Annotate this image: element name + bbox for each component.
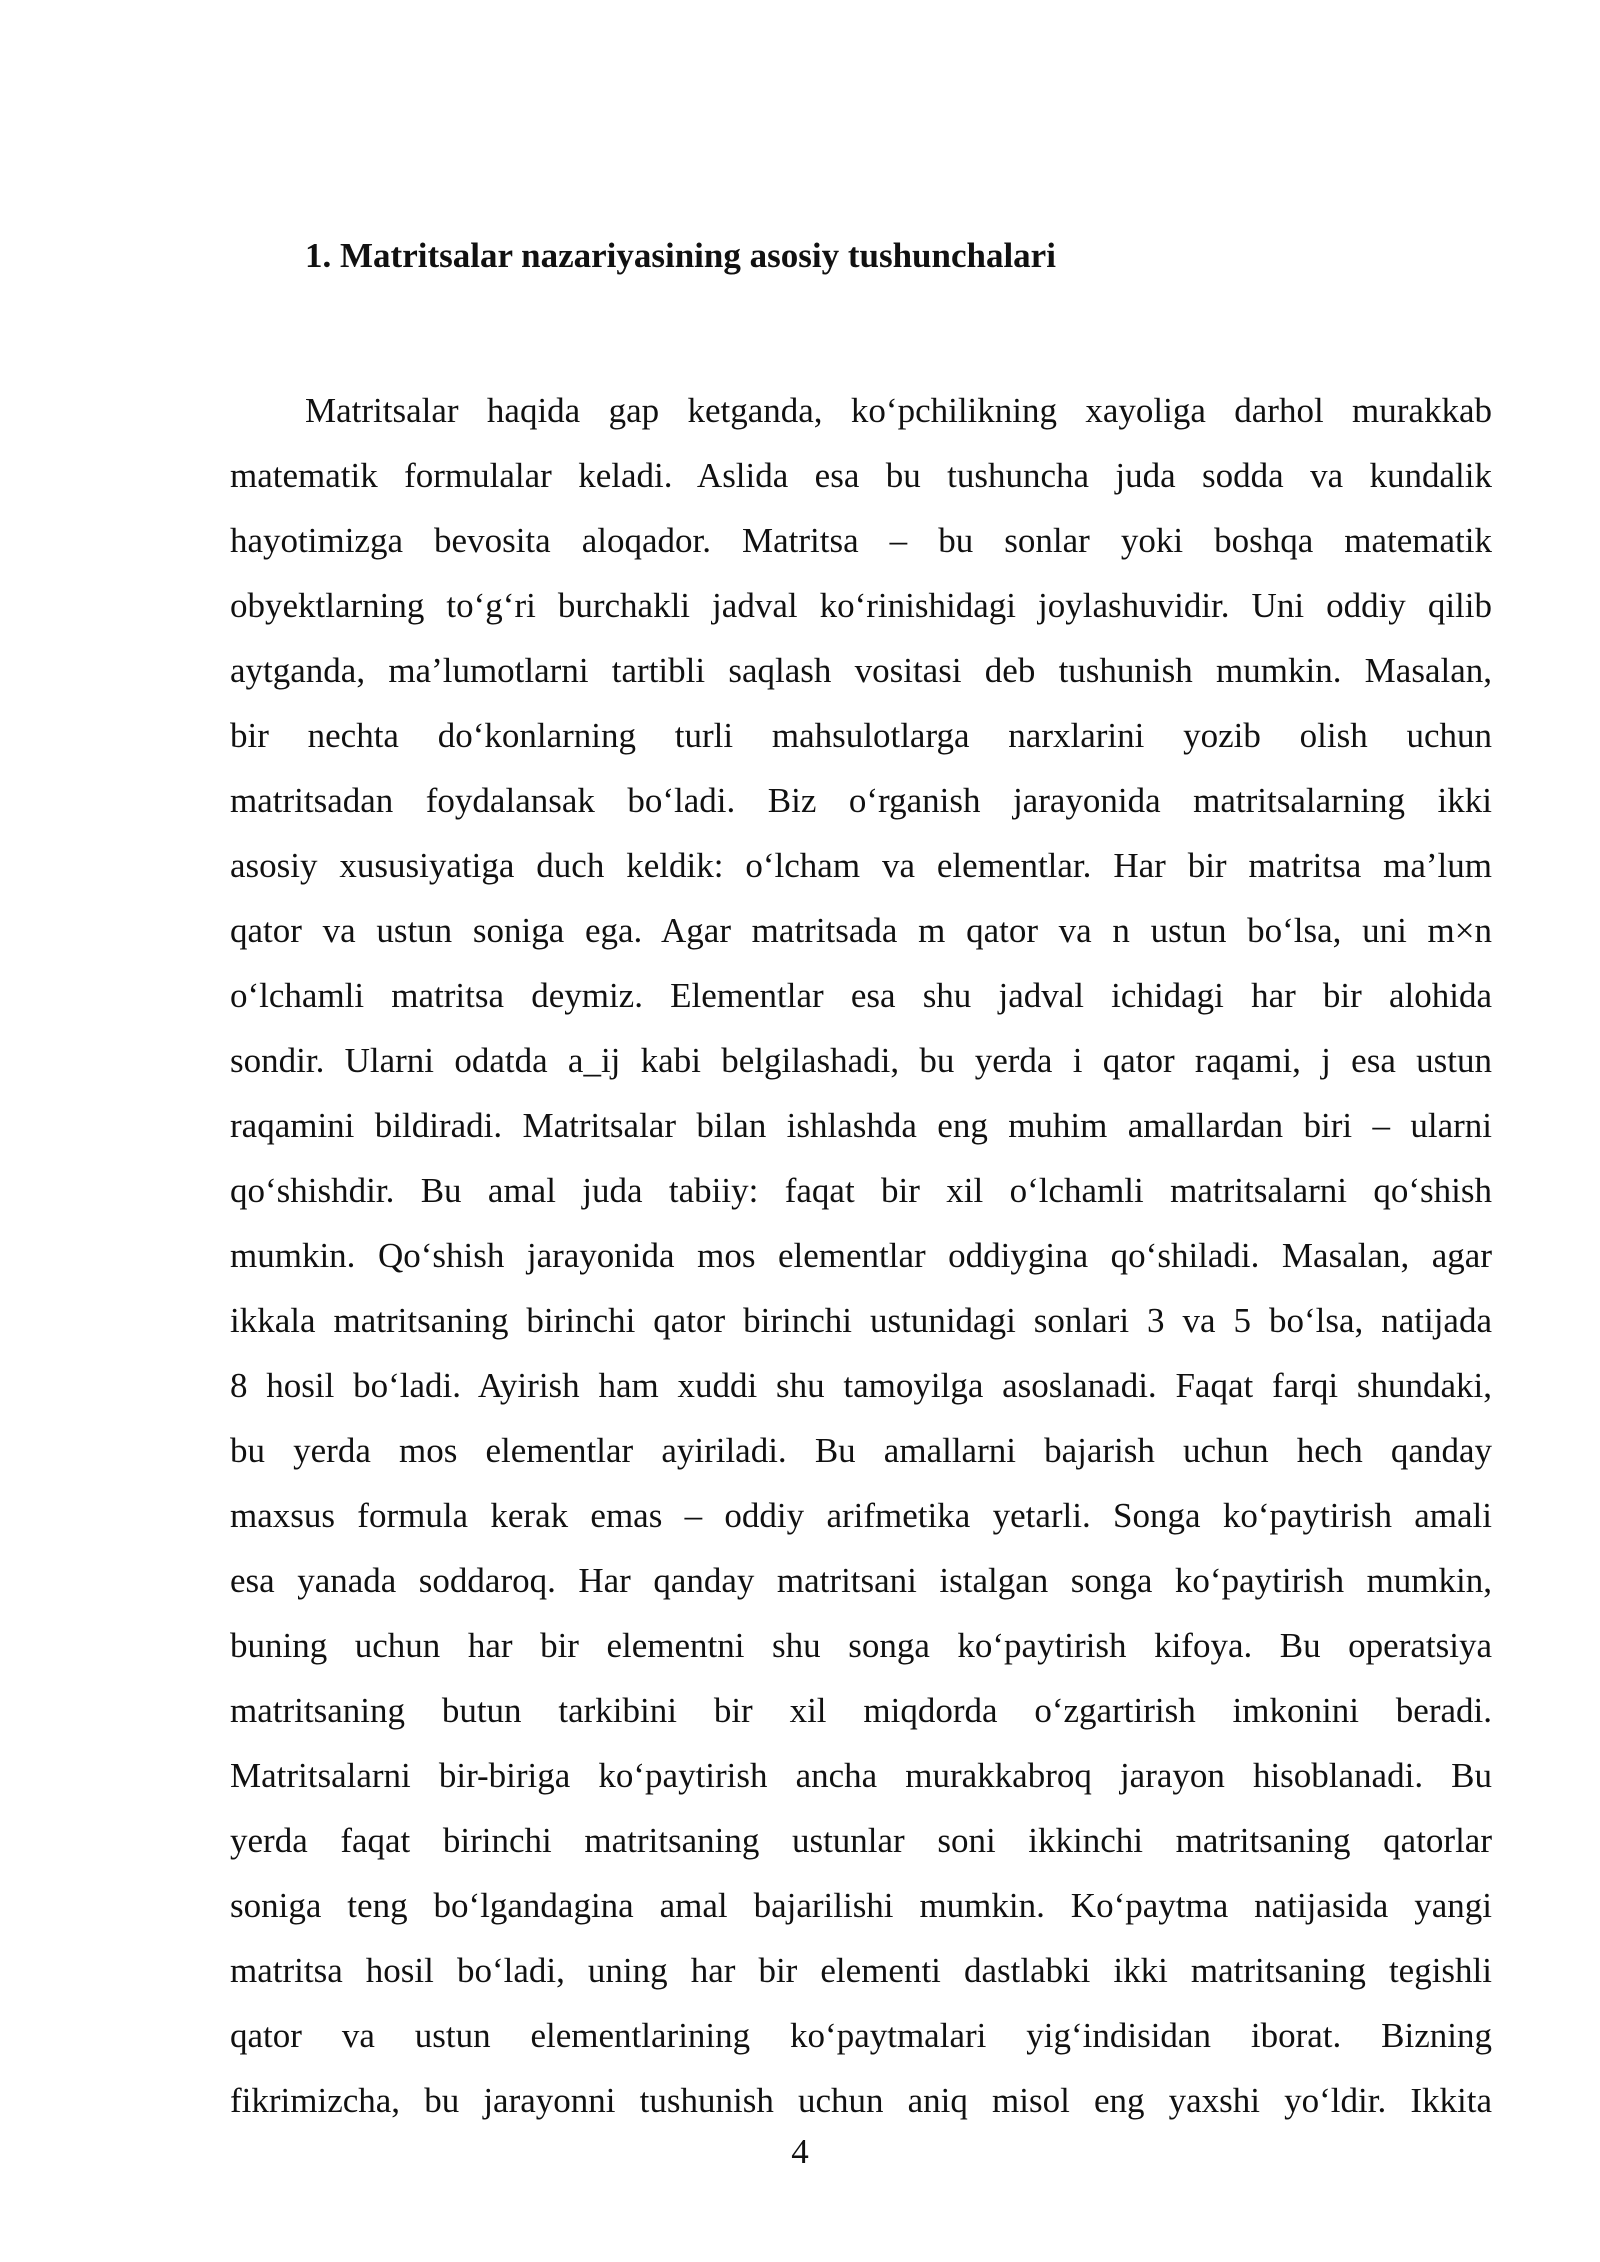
- paragraph-line: matritsadan foydalansak bo‘ladi. Biz o‘rganish jarayonida matritsalarning ikki: [230, 781, 1492, 820]
- paragraph-line: aytganda, ma’lumotlarni tartibli saqlash vositasi deb tushunish mumkin. Masalan,: [230, 651, 1492, 690]
- paragraph-line: soniga teng bo‘lgandagina amal bajarilishi mumkin. Ko‘paytma natijasida yangi: [230, 1886, 1492, 1925]
- paragraph-line: Matritsalar haqida gap ketganda, ko‘pchilikning xayoliga darhol murakkab: [305, 391, 1492, 430]
- paragraph-line: fikrimizcha, bu jarayonni tushunish uchun aniq misol eng yaxshi yo‘ldir. Ikkita: [230, 2081, 1492, 2120]
- paragraph-line: buning uchun har bir elementni shu songa ko‘paytirish kifoya. Bu operatsiya: [230, 1626, 1492, 1665]
- paragraph-line: sondir. Ularni odatda a_ij kabi belgilashadi, bu yerda i qator raqami, j esa ustun: [230, 1041, 1492, 1080]
- paragraph-line: matritsaning butun tarkibini bir xil miqdorda o‘zgartirish imkonini beradi.: [230, 1691, 1492, 1730]
- paragraph-line: matematik formulalar keladi. Aslida esa bu tushuncha juda sodda va kundalik: [230, 456, 1492, 495]
- paragraph-line: qo‘shishdir. Bu amal juda tabiiy: faqat bir xil o‘lchamli matritsalarni qo‘shish: [230, 1171, 1492, 1210]
- paragraph-line: asosiy xususiyatiga duch keldik: o‘lcham va elementlar. Har bir matritsa ma’lum: [230, 846, 1492, 885]
- paragraph-line: obyektlarning to‘g‘ri burchakli jadval ko‘rinishidagi joylashuvidir. Uni oddiy qilib: [230, 586, 1492, 625]
- paragraph-line: 8 hosil bo‘ladi. Ayirish ham xuddi shu tamoyilga asoslanadi. Faqat farqi shundaki,: [230, 1366, 1492, 1405]
- paragraph-line: esa yanada soddaroq. Har qanday matritsani istalgan songa ko‘paytirish mumkin,: [230, 1561, 1492, 1600]
- page-number: 4: [791, 2132, 809, 2171]
- paragraph-line: bir nechta do‘konlarning turli mahsulotlarga narxlarini yozib olish uchun: [230, 716, 1492, 755]
- paragraph-line: ikkala matritsaning birinchi qator birinchi ustunidagi sonlari 3 va 5 bo‘lsa, natijada: [230, 1301, 1492, 1340]
- paragraph-line: maxsus formula kerak emas – oddiy arifmetika yetarli. Songa ko‘paytirish amali: [230, 1496, 1492, 1535]
- paragraph-line: mumkin. Qo‘shish jarayonida mos elementlar oddiygina qo‘shiladi. Masalan, agar: [230, 1236, 1492, 1275]
- paragraph-line: yerda faqat birinchi matritsaning ustunlar soni ikkinchi matritsaning qatorlar: [230, 1821, 1492, 1860]
- paragraph-line: qator va ustun elementlarining ko‘paytmalari yig‘indisidan iborat. Bizning: [230, 2016, 1492, 2055]
- paragraph-line: o‘lchamli matritsa deymiz. Elementlar esa shu jadval ichidagi har bir alohida: [230, 976, 1492, 1015]
- paragraph-line: matritsa hosil bo‘ladi, uning har bir elementi dastlabki ikki matritsaning tegishli: [230, 1951, 1492, 1990]
- body-paragraph: [230, 378, 1492, 2133]
- paragraph-line: Matritsalarni bir-biriga ko‘paytirish ancha murakkabroq jarayon hisoblanadi. Bu: [230, 1756, 1492, 1795]
- section-heading: 1. Matritsalar nazariyasining asosiy tushunchalari: [305, 236, 1056, 275]
- paragraph-line: qator va ustun soniga ega. Agar matritsada m qator va n ustun bo‘lsa, uni m×n: [230, 911, 1492, 950]
- paragraph-line: hayotimizga bevosita aloqador. Matritsa – bu sonlar yoki boshqa matematik: [230, 521, 1492, 560]
- paragraph-line: raqamini bildiradi. Matritsalar bilan ishlashda eng muhim amallardan biri – ularni: [230, 1106, 1492, 1145]
- paragraph-line: bu yerda mos elementlar ayiriladi. Bu amallarni bajarish uchun hech qanday: [230, 1431, 1492, 1470]
